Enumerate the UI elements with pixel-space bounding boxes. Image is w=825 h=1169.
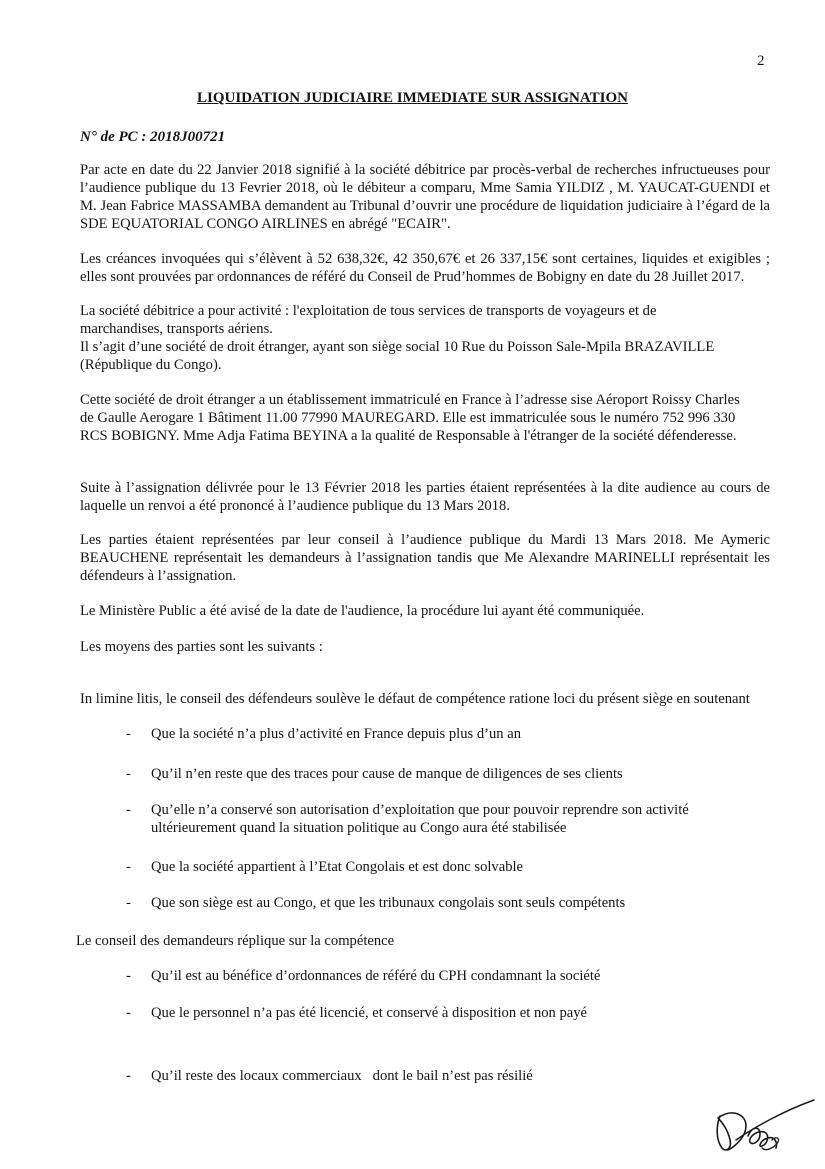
defendant-point-text: Que la société n’a plus d’activité en France depuis plus d’un an — [151, 726, 521, 742]
paragraph-seat: Il s’agit d’une société de droit étranger, ayant son siège social 10 Rue du Poisson Sale-Mpila BRAZAVILLE (République du Congo). — [80, 339, 715, 373]
defendant-point-text: Qu’il n’en reste que des traces pour cause de manque de diligences de ses clients — [151, 766, 623, 782]
signature-icon — [706, 1096, 818, 1158]
paragraph-summons: Suite à l’assignation délivrée pour le 13 Février 2018 les parties étaient représentées à la dite audience au cours de laquelle un renvoi a été prononcé à l’audience publique du 13 Mars 2018. — [80, 480, 770, 514]
bullet-dash: - — [126, 1005, 131, 1021]
bullet-dash: - — [126, 895, 131, 911]
defendant-point-text: Que son siège est au Congo, et que les tribunaux congolais sont seuls compétents — [151, 895, 626, 911]
plaintiff-point-text: Qu’il reste des locaux commerciaux dont le bail n’est pas résilié — [151, 1068, 533, 1084]
bullet-dash: - — [126, 968, 131, 984]
bullet-dash: - — [126, 1068, 131, 1084]
paragraph-representation: Les parties étaient représentées par leur conseil à l’audience publique du Mardi 13 Mars 2018. Me Aymeric BEAUCHENE représentait les demandeurs à l’assignation tandis que Me Alexandre MARINELLI représentait les défendeurs à l’assignation. — [80, 532, 770, 584]
paragraph-establishment: Cette société de droit étranger a un établissement immatriculé en France à l’adresse sise Aéroport Roissy Charles de Gaulle Aerogare 1 Bâtiment 11.00 77990 MAUREGARD. Elle est immatriculée sous le numéro 752 996 330 RCS BOBIGNY. Mme Adja Fatima BEYINA a la qualité de Responsable à l'étranger de la société défenderesse. — [80, 392, 740, 444]
bullet-dash: - — [126, 802, 131, 818]
defendant-point-text: Qu’elle n’a conservé son autorisation d’exploitation que pour pouvoir reprendre son activité ultérieurement quand la situation politique au Congo aura été stabilisée — [151, 802, 689, 836]
plaintiff-point-text: Qu’il est au bénéfice d’ordonnances de référé du CPH condamnant la société — [151, 968, 601, 984]
paragraph-in-limine: In limine litis, le conseil des défendeurs soulève le défaut de compétence ratione loci du présent siège en soutenant — [80, 691, 750, 707]
paragraph-act: Par acte en date du 22 Janvier 2018 signifié à la société débitrice par procès-verbal de recherches infructueuses pour l’audience publique du 13 Fevrier 2018, où le débiteur a comparu, Mme Samia YILDIZ , M. YAUCAT-GUENDI et M. Jean Fabrice MASSAMBA demandent au Tribunal d’ouvrir une procédure de liquidation judiciaire à l’égard de la SDE EQUATORIAL CONGO AIRLINES en abrégé "ECAIR". — [80, 162, 770, 232]
plaintiff-point-text: Que le personnel n’a pas été licencié, et conservé à disposition et non payé — [151, 1005, 588, 1021]
paragraph-claims: Les créances invoquées qui s’élèvent à 52 638,32€, 42 350,67€ et 26 337,15€ sont certaines, liquides et exigibles ; elles sont prouvées par ordonnances de référé du Conseil de Prud’hommes de Bobigny en date du 28 Juillet 2017. — [80, 251, 770, 285]
paragraph-activity: La société débitrice a pour activité : l'exploitation de tous services de transports de voyageurs et de marchandises, transports aériens. — [80, 303, 657, 337]
paragraph-public-ministry: Le Ministère Public a été avisé de la date de l'audience, la procédure lui ayant été communiquée. — [80, 603, 645, 619]
paragraph-means: Les moyens des parties sont les suivants : — [80, 639, 323, 655]
case-number: N° de PC : 2018J00721 — [80, 129, 226, 145]
bullet-dash: - — [126, 859, 131, 875]
paragraph-plaintiff-reply: Le conseil des demandeurs réplique sur la compétence — [76, 933, 395, 949]
bullet-dash: - — [126, 726, 131, 742]
defendant-point-text: Que la société appartient à l’Etat Congolais et est donc solvable — [151, 859, 524, 875]
page-number: 2 — [757, 53, 765, 69]
document-title: LIQUIDATION JUDICIAIRE IMMEDIATE SUR ASSIGNATION — [197, 90, 628, 106]
bullet-dash: - — [126, 766, 131, 782]
